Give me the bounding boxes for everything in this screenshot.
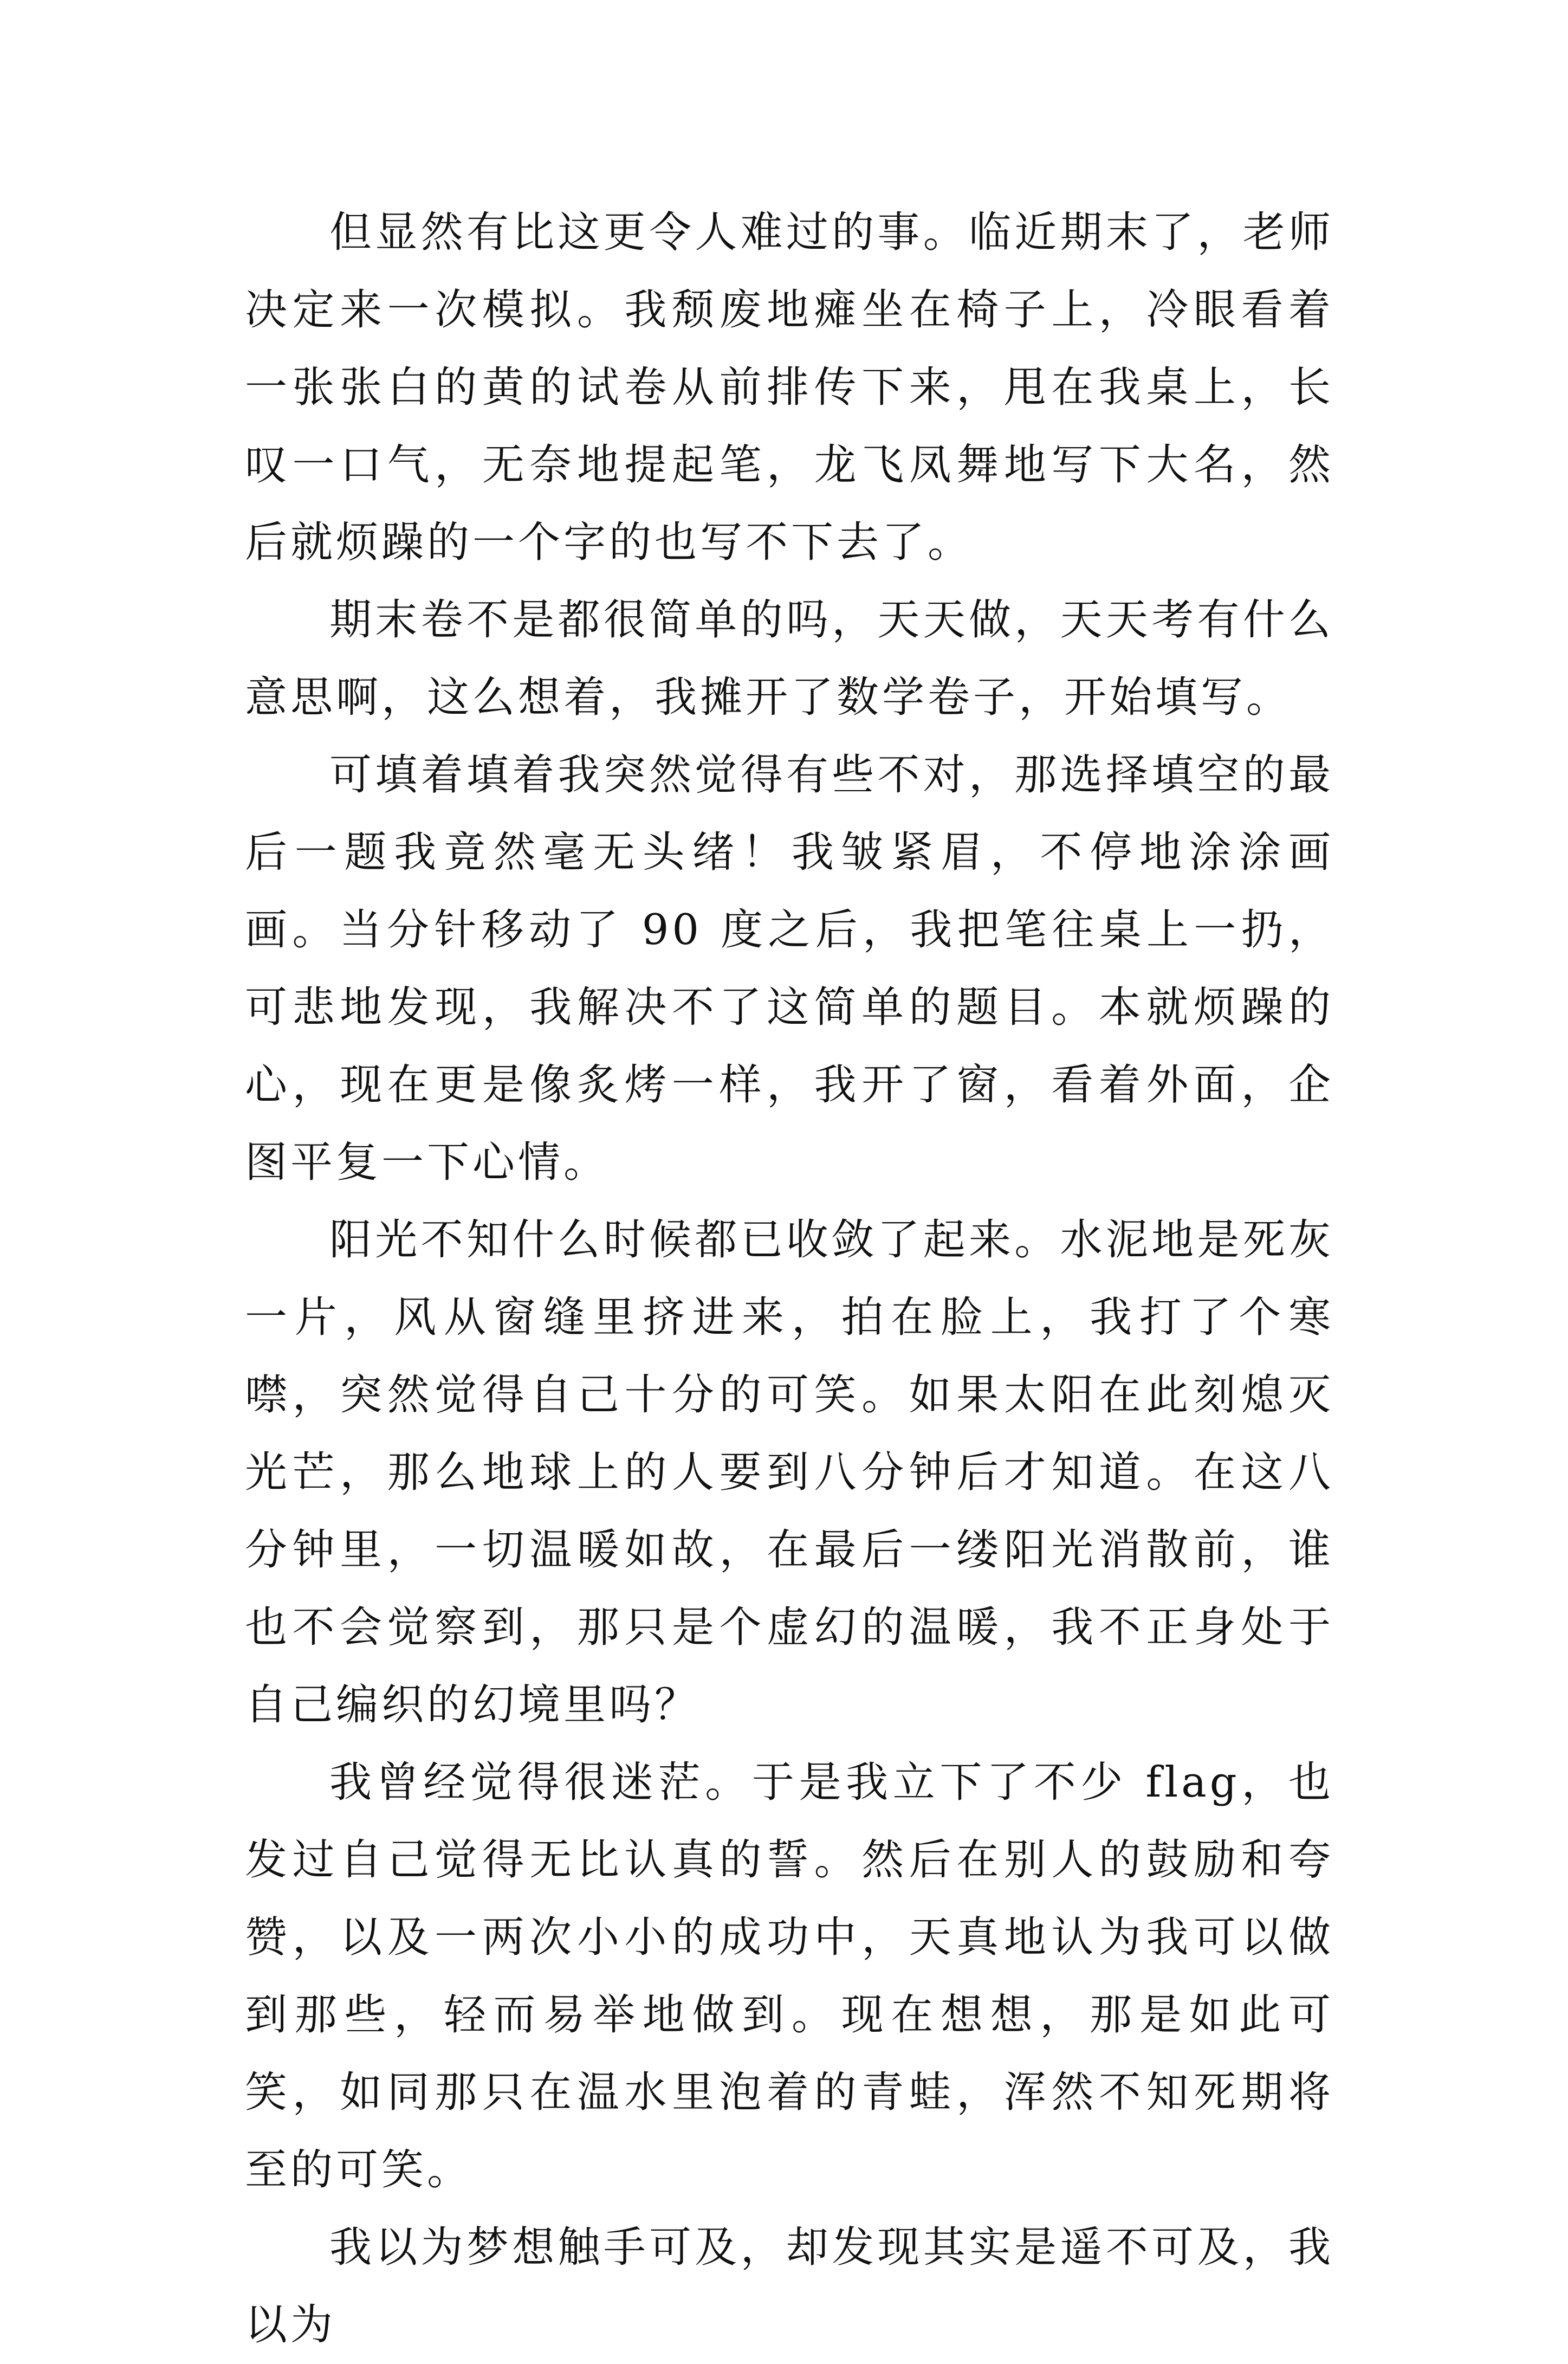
paragraph-6: 我以为梦想触手可及，却发现其实是遥不可及，我以为 [245,2223,1334,2349]
paragraph-1: 但显然有比这更令人难过的事。临近期末了，老师决定来一次模拟。我颓废地瘫坐在椅子上，冷眼看着一张张白的黄的试卷从前排传下来，甩在我桌上，长叹一口气，无奈地提起笔，龙飞凤舞地写下大名，然后就烦躁的一个字的也写不下去了。 [245,208,1334,567]
paragraph-5: 我曾经觉得很迷茫。于是我立下了不少 flag，也发过自己觉得无比认真的誓。然后在别人的鼓励和夸赞，以及一两次小小的成功中，天真地认为我可以做到那些，轻而易举地做到。现在想想，那是如此可笑，如同那只在温水里泡着的青蛙，浑然不知死期将至的可笑。 [245,1758,1334,2194]
paragraph-2: 期末卷不是都很简单的吗，天天做，天天考有什么意思啊，这么想着，我摊开了数学卷子，开始填写。 [245,596,1334,722]
paragraph-4: 阳光不知什么时候都已收敛了起来。水泥地是死灰一片，风从窗缝里挤进来，拍在脸上，我打了个寒噤，突然觉得自己十分的可笑。如果太阳在此刻熄灭光芒，那么地球上的人要到八分钟后才知道。在这八分钟里，一切温暖如故，在最后一缕阳光消散前，谁也不会觉察到，那只是个虚幻的温暖，我不正身处于自己编织的幻境里吗？ [245,1216,1334,1729]
paragraph-3: 可填着填着我突然觉得有些不对，那选择填空的最后一题我竟然毫无头绪！我皱紧眉，不停地涂涂画画。当分针移动了 90 度之后，我把笔往桌上一扔，可悲地发现，我解决不了这简单的题目。本就烦躁的心，现在更是像炙烤一样，我开了窗，看着外面，企图平复一下心情。 [245,751,1334,1187]
document-body [245,194,1334,2364]
